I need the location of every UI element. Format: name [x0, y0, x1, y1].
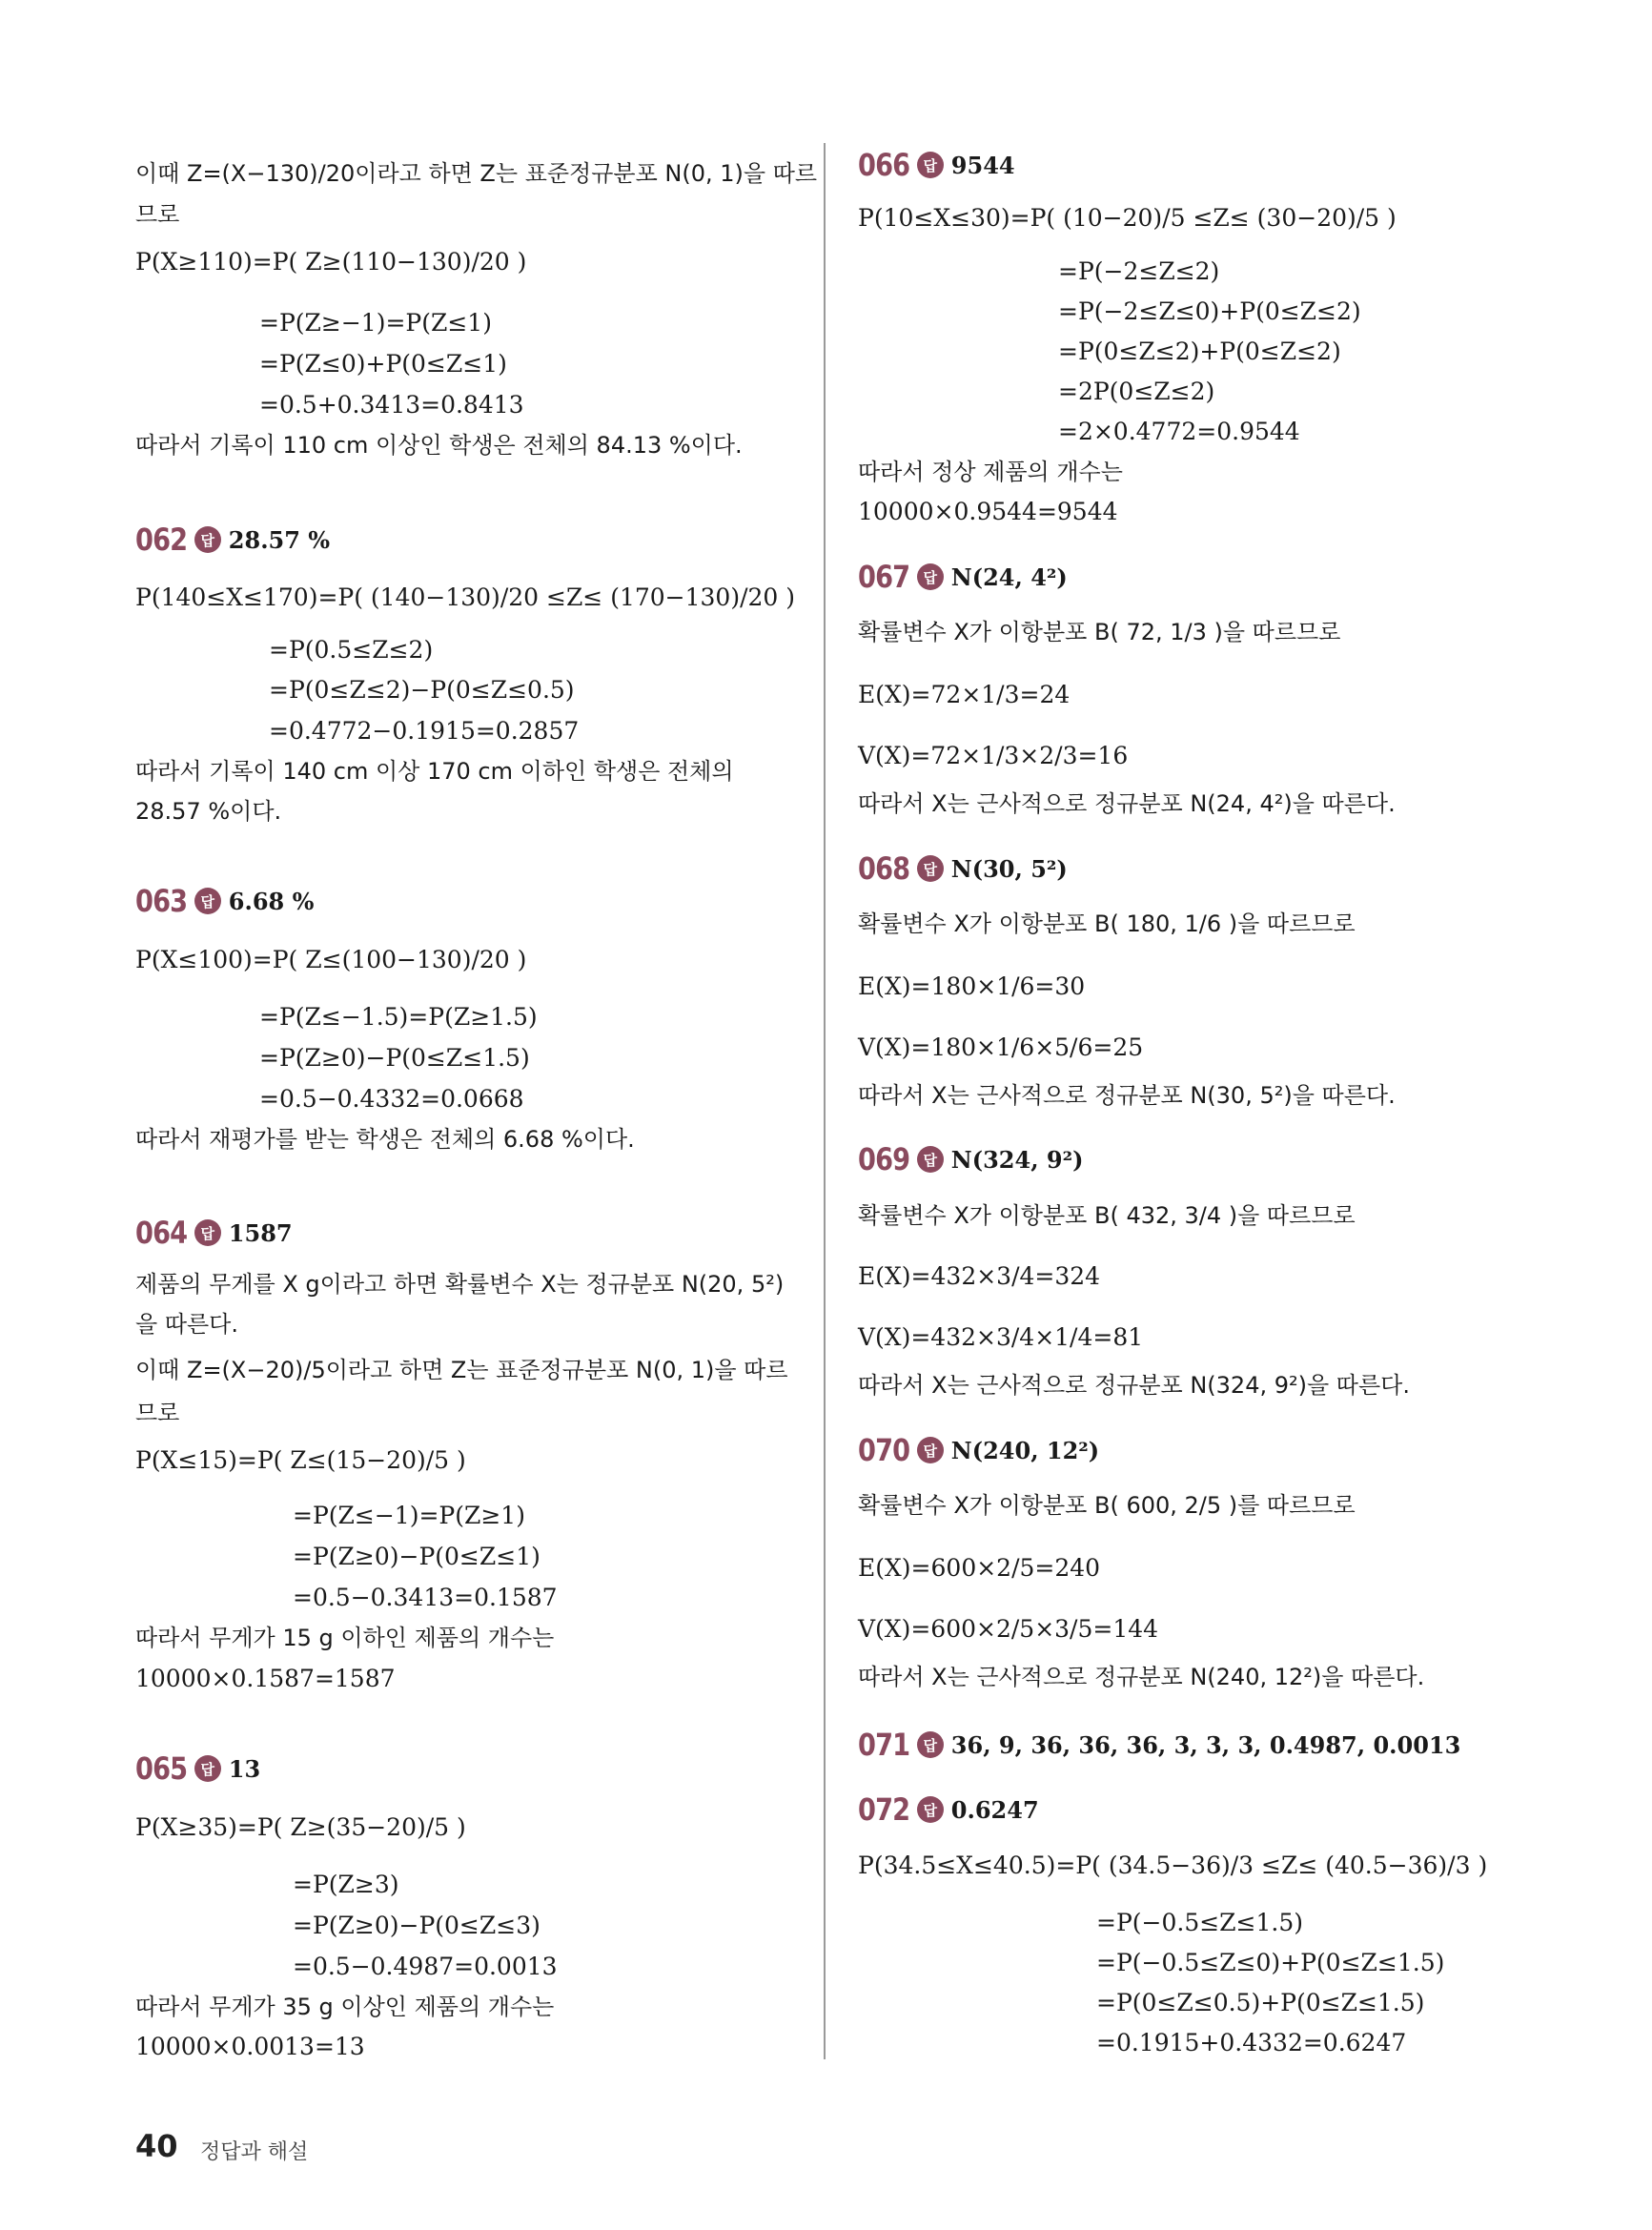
equation-line: =P(−0.5≤Z≤1.5) [1096, 1909, 1304, 1936]
answer-badge-icon: 답 [917, 1731, 944, 1758]
equation-line: =0.5−0.4332=0.0668 [259, 1085, 524, 1113]
equation-line: P(X≤100)=P( Z≤(100−130)/20 ) [135, 946, 527, 973]
equation-line: 10000×0.1587=1587 [135, 1665, 396, 1692]
problem-number: 064 [135, 1215, 188, 1251]
answer-value: N(324, 9²) [950, 1145, 1084, 1174]
equation-line: E(X)=600×2/5=240 [858, 1554, 1101, 1582]
equation-line: P(140≤X≤170)=P( (140−130)/20 ≤Z≤ (170−130)/20 ) [135, 583, 796, 611]
text-line: 제품의 무게를 X g이라고 하면 확률변수 X는 정규분포 N(20, 5²) [135, 1271, 785, 1298]
text-line: 따라서 재평가를 받는 학생은 전체의 6.68 %이다. [135, 1126, 635, 1153]
equation-line: P(X≥110)=P( Z≥(110−130)/20 ) [135, 248, 527, 276]
text-line: 이때 Z=(X−20)/5이라고 하면 Z는 표준정규분포 N(0, 1)을 따르 [135, 1357, 788, 1383]
equation-line: 10000×0.9544=9544 [858, 498, 1118, 525]
problem-number: 066 [858, 147, 910, 183]
problem-number: 070 [858, 1432, 910, 1468]
equation-line: =P(Z≥3) [293, 1871, 399, 1898]
answer-value: 6.68 % [228, 887, 315, 915]
problem-header-071 [858, 1723, 1460, 1767]
answer-badge-icon: 답 [194, 526, 221, 553]
problem-header-069 [858, 1137, 1083, 1181]
equation-line: =P(Z≥0)−P(0≤Z≤1.5) [259, 1044, 530, 1072]
equation-line: V(X)=600×2/5×3/5=144 [858, 1615, 1159, 1643]
text-line: 28.57 %이다. [135, 798, 282, 825]
text-line: 따라서 X는 근사적으로 정규분포 N(30, 5²)을 따른다. [858, 1082, 1396, 1109]
equation-line: =P(Z≥0)−P(0≤Z≤1) [293, 1543, 540, 1570]
problem-header-066 [858, 143, 1015, 187]
text-line: 므로 [135, 1400, 180, 1426]
problem-number: 065 [135, 1750, 188, 1787]
answer-value: 1587 [228, 1218, 293, 1247]
problem-header-068 [858, 847, 1068, 890]
problem-header-062 [135, 518, 330, 562]
equation-line: =P(Z≥−1)=P(Z≤1) [259, 309, 492, 337]
text-line: 을 따른다. [135, 1311, 238, 1338]
equation-line: =P(Z≤−1)=P(Z≥1) [293, 1502, 525, 1529]
equation-line: =P(−0.5≤Z≤0)+P(0≤Z≤1.5) [1096, 1949, 1445, 1976]
column-divider [824, 143, 826, 2059]
equation-line: =P(−2≤Z≤0)+P(0≤Z≤2) [1058, 297, 1361, 325]
answer-value: 0.6247 [950, 1795, 1039, 1824]
equation-line: =2P(0≤Z≤2) [1058, 378, 1215, 405]
answer-value: 28.57 % [228, 525, 331, 554]
equation-line: =P(0≤Z≤2)+P(0≤Z≤2) [1058, 338, 1341, 365]
equation-line: P(X≥35)=P( Z≥(35−20)/5 ) [135, 1813, 466, 1841]
text-line: 따라서 정상 제품의 개수는 [858, 459, 1123, 485]
equation-line: =P(0.5≤Z≤2) [269, 636, 434, 664]
text-line: 확률변수 X가 이항분포 B( 72, 1/3 )을 따르므로 [858, 619, 1341, 645]
equation-line: =0.4772−0.1915=0.2857 [269, 717, 580, 745]
problem-number: 062 [135, 522, 188, 558]
text-line: 확률변수 X가 이항분포 B( 180, 1/6 )을 따르므로 [858, 910, 1356, 937]
problem-header-064 [135, 1211, 293, 1255]
text-line: 따라서 기록이 110 cm 이상인 학생은 전체의 84.13 %이다. [135, 432, 743, 459]
equation-line: P(10≤X≤30)=P( (10−20)/5 ≤Z≤ (30−20)/5 ) [858, 204, 1397, 232]
problem-number: 071 [858, 1727, 910, 1763]
text-line: 따라서 기록이 140 cm 이상 170 cm 이하인 학생은 전체의 [135, 758, 734, 785]
equation-line: E(X)=72×1/3=24 [858, 681, 1071, 708]
equation-line: P(34.5≤X≤40.5)=P( (34.5−36)/3 ≤Z≤ (40.5−36)/3 ) [858, 1852, 1488, 1879]
equation-line: =2×0.4772=0.9544 [1058, 418, 1300, 445]
equation-line: V(X)=72×1/3×2/3=16 [858, 742, 1129, 769]
problem-header-067 [858, 555, 1068, 599]
equation-line: P(X≤15)=P( Z≤(15−20)/5 ) [135, 1446, 466, 1474]
answer-badge-icon: 답 [194, 1755, 221, 1782]
equation-line: =0.5−0.4987=0.0013 [293, 1953, 558, 1980]
problem-header-063 [135, 879, 314, 923]
answer-badge-icon: 답 [917, 1796, 944, 1823]
answer-badge-icon: 답 [917, 563, 944, 590]
problem-header-072 [858, 1788, 1039, 1831]
text-line: 확률변수 X가 이항분포 B( 432, 3/4 )을 따르므로 [858, 1202, 1356, 1229]
problem-header-070 [858, 1428, 1099, 1472]
answer-badge-icon: 답 [194, 888, 221, 914]
equation-line: 10000×0.0013=13 [135, 2033, 365, 2060]
problem-number: 069 [858, 1141, 910, 1177]
answer-badge-icon: 답 [917, 855, 944, 882]
problem-number: 067 [858, 559, 910, 595]
answer-value: N(30, 5²) [950, 854, 1068, 883]
answer-value: 9544 [950, 151, 1015, 179]
equation-line: =0.1915+0.4332=0.6247 [1096, 2029, 1407, 2056]
text-line: 확률변수 X가 이항분포 B( 600, 2/5 )를 따르므로 [858, 1492, 1356, 1519]
answer-value: 36, 9, 36, 36, 36, 3, 3, 3, 0.4987, 0.0013 [950, 1730, 1461, 1759]
page-number: 40 [135, 2128, 178, 2164]
footer-label: 정답과 해설 [200, 2140, 309, 2164]
problem-number: 063 [135, 883, 188, 919]
answer-value: N(24, 4²) [950, 563, 1068, 591]
answer-value: 13 [228, 1754, 261, 1783]
equation-line: =P(0≤Z≤0.5)+P(0≤Z≤1.5) [1096, 1989, 1425, 2016]
equation-line: E(X)=432×3/4=324 [858, 1262, 1101, 1290]
answer-badge-icon: 답 [917, 1437, 944, 1463]
equation-line: =0.5−0.3413=0.1587 [293, 1584, 558, 1611]
answer-badge-icon: 답 [194, 1219, 221, 1246]
problem-number: 068 [858, 850, 910, 887]
equation-line: =P(−2≤Z≤2) [1058, 257, 1220, 285]
problem-number: 072 [858, 1791, 910, 1828]
text-line: 이때 Z=(X−130)/20이라고 하면 Z는 표준정규분포 N(0, 1)을 따르 [135, 160, 818, 187]
answer-badge-icon: 답 [917, 152, 944, 178]
equation-line: E(X)=180×1/6=30 [858, 972, 1086, 1000]
text-line: 따라서 X는 근사적으로 정규분포 N(324, 9²)을 따른다. [858, 1372, 1410, 1399]
answer-badge-icon: 답 [917, 1146, 944, 1173]
answer-value: N(240, 12²) [950, 1436, 1100, 1464]
equation-line: =P(Z≤0)+P(0≤Z≤1) [259, 350, 507, 378]
text-line: 따라서 무게가 35 g 이상인 제품의 개수는 [135, 1994, 555, 2020]
equation-line: =P(Z≤−1.5)=P(Z≥1.5) [259, 1003, 538, 1031]
text-line: 따라서 무게가 15 g 이하인 제품의 개수는 [135, 1625, 555, 1651]
problem-header-065 [135, 1747, 260, 1790]
equation-line: =0.5+0.3413=0.8413 [259, 391, 524, 419]
text-line: 따라서 X는 근사적으로 정규분포 N(240, 12²)을 따른다. [858, 1664, 1425, 1690]
equation-line: =P(0≤Z≤2)−P(0≤Z≤0.5) [269, 676, 575, 704]
equation-line: V(X)=180×1/6×5/6=25 [858, 1033, 1144, 1061]
equation-line: V(X)=432×3/4×1/4=81 [858, 1323, 1144, 1351]
text-line: 따라서 X는 근사적으로 정규분포 N(24, 4²)을 따른다. [858, 790, 1396, 817]
text-line: 므로 [135, 201, 180, 228]
equation-line: =P(Z≥0)−P(0≤Z≤3) [293, 1912, 540, 1939]
